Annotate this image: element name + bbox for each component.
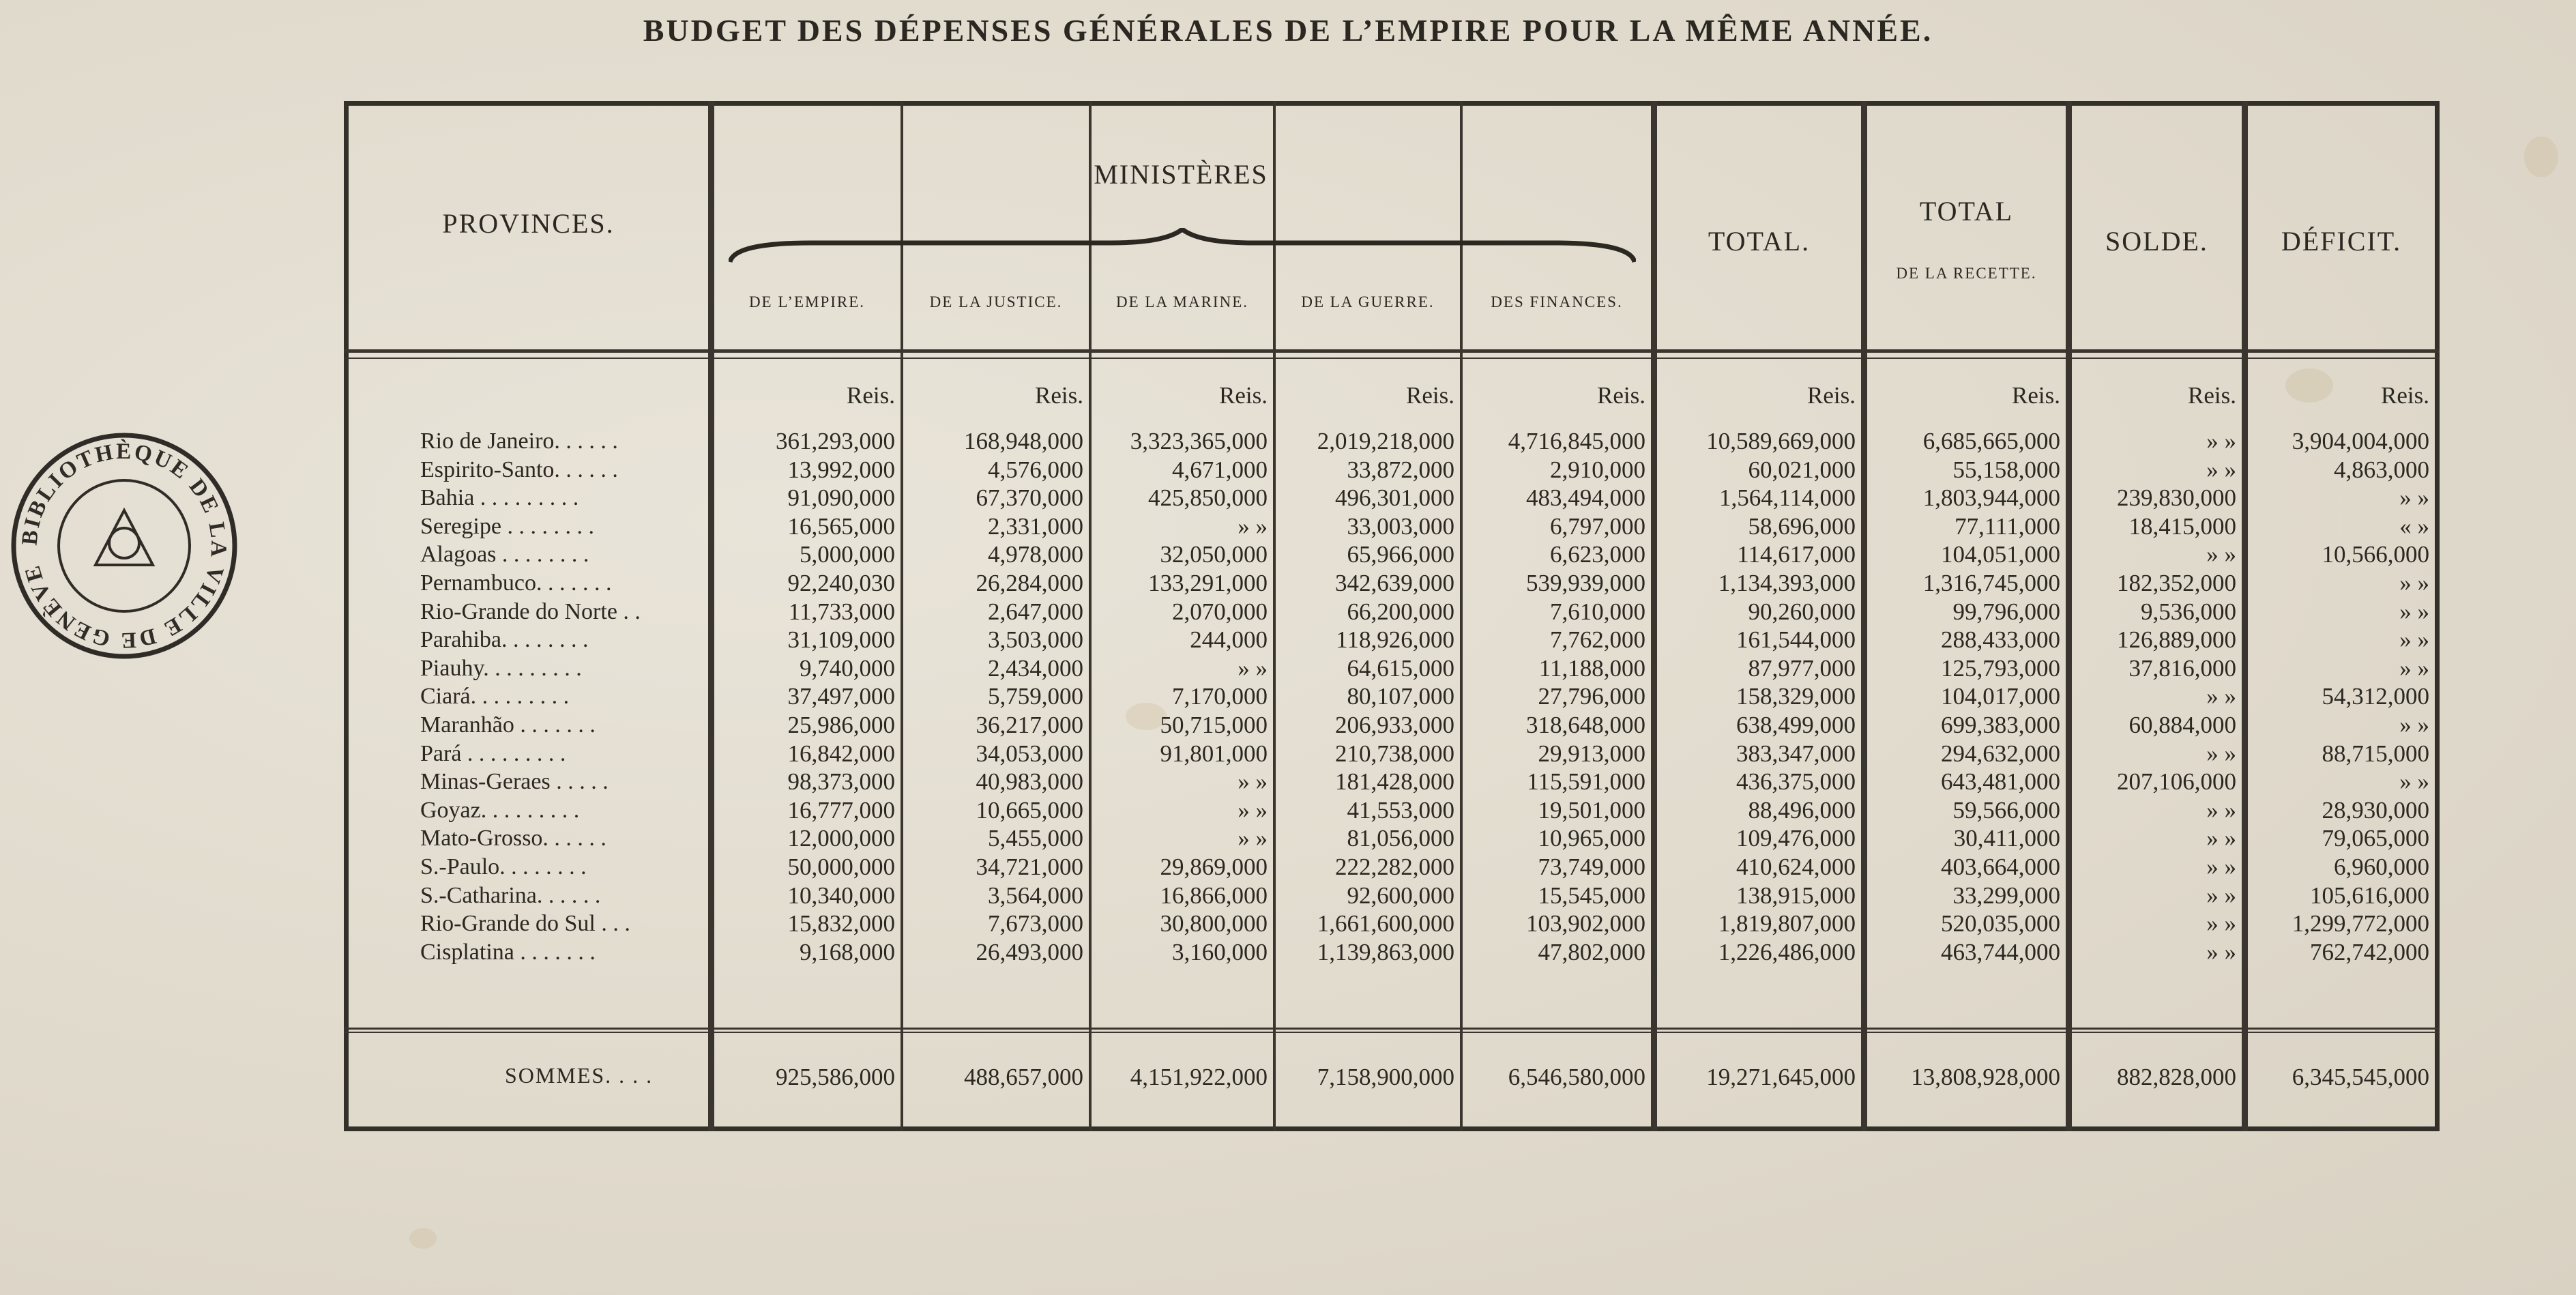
table-cell: 1,299,772,000: [2292, 910, 2429, 937]
table-cell: » »: [2206, 683, 2236, 710]
table-cell: 25,986,000: [787, 712, 895, 738]
province-name: Maranhão . . . . . . .: [420, 712, 596, 738]
table-cell: » »: [2206, 939, 2236, 965]
table-cell: 64,615,000: [1347, 655, 1454, 682]
table-cell: 699,383,000: [1941, 712, 2060, 738]
table-cell: 98,373,000: [787, 768, 895, 795]
header-empire: DE L’EMPIRE.: [748, 293, 866, 310]
table-cell: 18,415,000: [2128, 513, 2236, 540]
table-cell: 66,200,000: [1347, 598, 1454, 625]
table-cell: 28,930,000: [2322, 797, 2429, 824]
table-cell: 2,019,218,000: [1317, 428, 1454, 454]
sum-cell: 7,158,900,000: [1317, 1064, 1454, 1090]
unit-label: Reis.: [2188, 382, 2236, 409]
table-cell: 37,816,000: [2128, 655, 2236, 682]
table-cell: 6,960,000: [2334, 854, 2429, 880]
table-cell: 16,842,000: [787, 740, 895, 767]
table-cell: 36,217,000: [976, 712, 1083, 738]
province-name: Rio-Grande do Norte . .: [420, 599, 641, 624]
table-cell: 383,347,000: [1736, 740, 1856, 767]
table-cell: 88,715,000: [2322, 740, 2429, 767]
province-name: S.-Catharina. . . . . .: [420, 883, 601, 908]
column-rule: [1651, 101, 1657, 1131]
table-cell: » »: [2399, 768, 2429, 795]
table-cell: 30,800,000: [1160, 910, 1268, 937]
table-cell: 65,966,000: [1347, 541, 1454, 568]
province-name: Parahiba. . . . . . . .: [420, 627, 589, 652]
table-cell: 11,733,000: [788, 598, 895, 625]
table-cell: 40,983,000: [976, 768, 1083, 795]
table-cell: 1,316,745,000: [1922, 570, 2060, 596]
table-cell: 4,671,000: [1172, 456, 1268, 483]
province-name: Piauhy. . . . . . . . .: [420, 656, 582, 681]
table-cell: 206,933,000: [1335, 712, 1454, 738]
table-cell: 4,576,000: [988, 456, 1083, 483]
table-cell: » »: [1238, 825, 1268, 852]
table-cell: » »: [2399, 570, 2429, 596]
bleed-through-text: [655, 1175, 660, 1198]
header-finances: DES FINANCES.: [1491, 293, 1623, 310]
unit-label: Reis.: [1035, 382, 1083, 409]
table-cell: 496,301,000: [1335, 484, 1454, 511]
header-guerre: DE LA GUERRE.: [1301, 293, 1435, 310]
table-cell: » »: [2206, 456, 2236, 483]
table-cell: » »: [2399, 712, 2429, 738]
stamp-text: BIBLIOTHÈQUE DE LA VILLE DE GENÈVE: [17, 439, 231, 653]
table-cell: 50,000,000: [787, 854, 895, 880]
unit-label: Reis.: [1597, 382, 1645, 409]
table-cell: 79,065,000: [2322, 825, 2429, 852]
table-cell: » »: [2206, 854, 2236, 880]
table-cell: » »: [2206, 428, 2236, 454]
table-cell: 158,329,000: [1736, 683, 1856, 710]
sum-cell: 488,657,000: [964, 1064, 1083, 1090]
table-cell: 6,623,000: [1550, 541, 1645, 568]
province-name: S.-Paulo. . . . . . . .: [420, 854, 587, 879]
table-cell: 3,904,004,000: [2292, 428, 2429, 454]
table-cell: 1,226,486,000: [1718, 939, 1856, 965]
table-cell: 403,664,000: [1941, 854, 2060, 880]
province-name: Rio-Grande do Sul . . .: [420, 911, 630, 936]
table-cell: 16,866,000: [1160, 882, 1268, 909]
table-cell: 16,777,000: [787, 797, 895, 824]
table-cell: » »: [1238, 797, 1268, 824]
table-cell: 3,160,000: [1172, 939, 1268, 965]
table-cell: 2,647,000: [988, 598, 1083, 625]
table-cell: 54,312,000: [2322, 683, 2429, 710]
header-justice: DE LA JUSTICE.: [929, 293, 1063, 310]
header-total-recette: TOTAL: [1919, 196, 2014, 227]
table-cell: 41,553,000: [1347, 797, 1454, 824]
table-cell: 34,721,000: [976, 854, 1083, 880]
sum-cell: 6,345,545,000: [2292, 1064, 2429, 1090]
table-cell: 294,632,000: [1941, 740, 2060, 767]
table-cell: 47,802,000: [1538, 939, 1645, 965]
table-cell: 114,617,000: [1737, 541, 1856, 568]
province-name: Seregipe . . . . . . . .: [420, 514, 594, 539]
table-cell: 26,284,000: [976, 570, 1083, 596]
table-cell: 239,830,000: [2117, 484, 2236, 511]
table-cell: 37,497,000: [787, 683, 895, 710]
table-cell: » »: [2206, 740, 2236, 767]
table-cell: 27,796,000: [1538, 683, 1645, 710]
table-cell: 2,331,000: [988, 513, 1083, 540]
paper-stain: [2524, 136, 2558, 177]
table-cell: 1,661,600,000: [1317, 910, 1454, 937]
header-total-recette-sub: DE LA RECETTE.: [1896, 265, 2037, 282]
table-cell: 50,715,000: [1160, 712, 1268, 738]
table-cell: 33,003,000: [1347, 513, 1454, 540]
ministeres-brace: [729, 228, 1636, 269]
table-cell: 9,168,000: [800, 939, 895, 965]
table-cell: 7,610,000: [1550, 598, 1645, 625]
province-name: Goyaz. . . . . . . . .: [420, 798, 580, 823]
table-cell: 342,639,000: [1335, 570, 1454, 596]
table-cell: 4,863,000: [2334, 456, 2429, 483]
sum-cell: 13,808,928,000: [1911, 1064, 2060, 1090]
table-cell: 29,913,000: [1538, 740, 1645, 767]
table-cell: 31,109,000: [787, 626, 895, 653]
table-cell: 7,170,000: [1172, 683, 1268, 710]
table-cell: 168,948,000: [964, 428, 1083, 454]
table-cell: 77,111,000: [1955, 513, 2060, 540]
header-solde: SOLDE.: [2105, 226, 2208, 257]
table-cell: 10,340,000: [787, 882, 895, 909]
province-name: Alagoas . . . . . . . .: [420, 542, 589, 567]
table-cell: 90,260,000: [1748, 598, 1856, 625]
table-cell: » »: [2399, 655, 2429, 682]
table-cell: 33,872,000: [1347, 456, 1454, 483]
unit-label: Reis.: [1406, 382, 1454, 409]
table-cell: 104,051,000: [1941, 541, 2060, 568]
table-cell: 13,992,000: [787, 456, 895, 483]
table-cell: 29,869,000: [1160, 854, 1268, 880]
sums-label: SOMMES. . . .: [505, 1063, 654, 1088]
table-cell: 4,978,000: [988, 541, 1083, 568]
province-name: Ciará. . . . . . . . .: [420, 684, 570, 709]
province-name: Bahia . . . . . . . . .: [420, 485, 579, 510]
table-cell: 87,977,000: [1748, 655, 1856, 682]
table-cell: 99,796,000: [1952, 598, 2060, 625]
library-stamp: [7, 428, 241, 663]
table-cell: 6,797,000: [1550, 513, 1645, 540]
sums-rule: [344, 1032, 2440, 1033]
table-cell: 410,624,000: [1736, 854, 1856, 880]
table-cell: » »: [2206, 541, 2236, 568]
table-cell: 181,428,000: [1335, 768, 1454, 795]
table-cell: 58,696,000: [1748, 513, 1856, 540]
table-cell: 318,648,000: [1526, 712, 1645, 738]
sums-rule: [344, 1028, 2440, 1030]
table-cell: 33,299,000: [1952, 882, 2060, 909]
table-cell: 10,566,000: [2322, 541, 2429, 568]
table-cell: 92,240,030: [787, 570, 895, 596]
table-cell: » »: [2399, 626, 2429, 653]
table-cell: 19,501,000: [1538, 797, 1645, 824]
province-name: Mato-Grosso. . . . . .: [420, 826, 606, 851]
table-cell: » »: [2399, 484, 2429, 511]
table-cell: 3,503,000: [988, 626, 1083, 653]
unit-label: Reis.: [1219, 382, 1268, 409]
sum-cell: 4,151,922,000: [1130, 1064, 1268, 1090]
table-cell: 10,665,000: [976, 797, 1083, 824]
table-cell: 105,616,000: [2310, 882, 2429, 909]
table-cell: 109,476,000: [1736, 825, 1856, 852]
header-deficit: DÉFICIT.: [2281, 226, 2402, 257]
table-cell: 244,000: [1190, 626, 1268, 653]
table-cell: 463,744,000: [1941, 939, 2060, 965]
table-cell: 133,291,000: [1148, 570, 1268, 596]
table-cell: 1,139,863,000: [1317, 939, 1454, 965]
table-cell: 3,323,365,000: [1130, 428, 1268, 454]
table-cell: 425,850,000: [1148, 484, 1268, 511]
column-rule: [1861, 101, 1867, 1131]
table-cell: » »: [2206, 910, 2236, 937]
table-cell: 1,134,393,000: [1718, 570, 1856, 596]
header-rule: [344, 358, 2440, 359]
table-cell: 60,021,000: [1748, 456, 1856, 483]
table-cell: 30,411,000: [1953, 825, 2060, 852]
table-cell: 4,716,845,000: [1508, 428, 1645, 454]
header-provinces: PROVINCES.: [442, 208, 615, 239]
table-cell: 638,499,000: [1736, 712, 1856, 738]
table-cell: 222,282,000: [1335, 854, 1454, 880]
table-cell: 60,884,000: [2128, 712, 2236, 738]
table-cell: 6,685,665,000: [1922, 428, 2060, 454]
table-cell: 125,793,000: [1941, 655, 2060, 682]
table-cell: 9,740,000: [800, 655, 895, 682]
table-cell: 103,902,000: [1526, 910, 1645, 937]
table-cell: 520,035,000: [1941, 910, 2060, 937]
table-cell: 1,819,807,000: [1718, 910, 1856, 937]
table-cell: 126,889,000: [2117, 626, 2236, 653]
header-ministeres: MINISTÈRES: [1094, 159, 1268, 190]
table-cell: 73,749,000: [1538, 854, 1645, 880]
table-cell: 55,158,000: [1952, 456, 2060, 483]
table-cell: 161,544,000: [1736, 626, 1856, 653]
paper-stain: [409, 1228, 437, 1249]
header-marine: DE LA MARINE.: [1115, 293, 1249, 310]
table-cell: 34,053,000: [976, 740, 1083, 767]
table-cell: 2,434,000: [988, 655, 1083, 682]
table-cell: 91,090,000: [787, 484, 895, 511]
table-cell: 15,545,000: [1538, 882, 1645, 909]
table-cell: 5,000,000: [800, 541, 895, 568]
table-cell: 67,370,000: [976, 484, 1083, 511]
table-cell: 15,832,000: [787, 910, 895, 937]
table-cell: 88,496,000: [1748, 797, 1856, 824]
unit-label: Reis.: [2012, 382, 2060, 409]
table-cell: 2,070,000: [1172, 598, 1268, 625]
table-cell: 5,455,000: [988, 825, 1083, 852]
table-cell: 436,375,000: [1736, 768, 1856, 795]
sum-cell: 6,546,580,000: [1508, 1064, 1645, 1090]
table-cell: 643,481,000: [1941, 768, 2060, 795]
table-cell: 361,293,000: [776, 428, 895, 454]
table-cell: » »: [2206, 797, 2236, 824]
header-rule: [344, 349, 2440, 353]
table-cell: 91,801,000: [1160, 740, 1268, 767]
table-cell: 92,600,000: [1347, 882, 1454, 909]
table-cell: « »: [2399, 513, 2429, 540]
table-cell: » »: [2399, 598, 2429, 625]
table-cell: 5,759,000: [988, 683, 1083, 710]
province-name: Espirito-Santo. . . . . .: [420, 457, 618, 482]
table-cell: 59,566,000: [1952, 797, 2060, 824]
table-cell: 81,056,000: [1347, 825, 1454, 852]
table-cell: 80,107,000: [1347, 683, 1454, 710]
unit-label: Reis.: [847, 382, 895, 409]
province-name: Cisplatina . . . . . . .: [420, 940, 596, 965]
column-rule: [2066, 101, 2072, 1131]
table-cell: 7,673,000: [988, 910, 1083, 937]
unit-label: Reis.: [2381, 382, 2429, 409]
table-cell: 1,803,944,000: [1922, 484, 2060, 511]
table-cell: » »: [2206, 825, 2236, 852]
page-title: BUDGET DES DÉPENSES GÉNÉRALES DE L’EMPIRE POUR LA MÊME ANNÉE.: [643, 13, 1933, 48]
table-cell: » »: [2206, 882, 2236, 909]
table-cell: 2,910,000: [1550, 456, 1645, 483]
table-cell: » »: [1238, 513, 1268, 540]
table-cell: 539,939,000: [1526, 570, 1645, 596]
table-cell: 7,762,000: [1550, 626, 1645, 653]
province-name: Pernambuco. . . . . . .: [420, 570, 612, 596]
sum-cell: 882,828,000: [2117, 1064, 2236, 1090]
unit-label: Reis.: [1807, 382, 1856, 409]
table-cell: 9,536,000: [2141, 598, 2236, 625]
table-cell: 115,591,000: [1527, 768, 1645, 795]
table-cell: » »: [1238, 655, 1268, 682]
table-cell: 210,738,000: [1335, 740, 1454, 767]
table-cell: 182,352,000: [2117, 570, 2236, 596]
table-cell: 104,017,000: [1941, 683, 2060, 710]
province-name: Rio de Janeiro. . . . . .: [420, 428, 618, 454]
header-total: TOTAL.: [1708, 226, 1811, 257]
table-cell: 1,564,114,000: [1719, 484, 1856, 511]
column-rule: [2242, 101, 2248, 1131]
province-name: Pará . . . . . . . . .: [420, 741, 566, 766]
table-cell: 10,965,000: [1538, 825, 1645, 852]
table-cell: 138,915,000: [1736, 882, 1856, 909]
sum-cell: 925,586,000: [776, 1064, 895, 1090]
table-cell: 207,106,000: [2117, 768, 2236, 795]
sum-cell: 19,271,645,000: [1706, 1064, 1856, 1090]
svg-text:BIBLIOTHÈQUE DE LA VILLE DE GE: [18, 439, 231, 652]
table-cell: 26,493,000: [976, 939, 1083, 965]
table-cell: » »: [1238, 768, 1268, 795]
table-cell: 118,926,000: [1336, 626, 1454, 653]
table-cell: 10,589,669,000: [1706, 428, 1856, 454]
table-cell: 762,742,000: [2310, 939, 2429, 965]
table-cell: 12,000,000: [787, 825, 895, 852]
table-cell: 483,494,000: [1526, 484, 1645, 511]
table-cell: 11,188,000: [1538, 655, 1645, 682]
table-cell: 32,050,000: [1160, 541, 1268, 568]
table-cell: 16,565,000: [787, 513, 895, 540]
table-cell: 3,564,000: [988, 882, 1083, 909]
table-cell: 288,433,000: [1941, 626, 2060, 653]
province-name: Minas-Geraes . . . . .: [420, 769, 609, 794]
